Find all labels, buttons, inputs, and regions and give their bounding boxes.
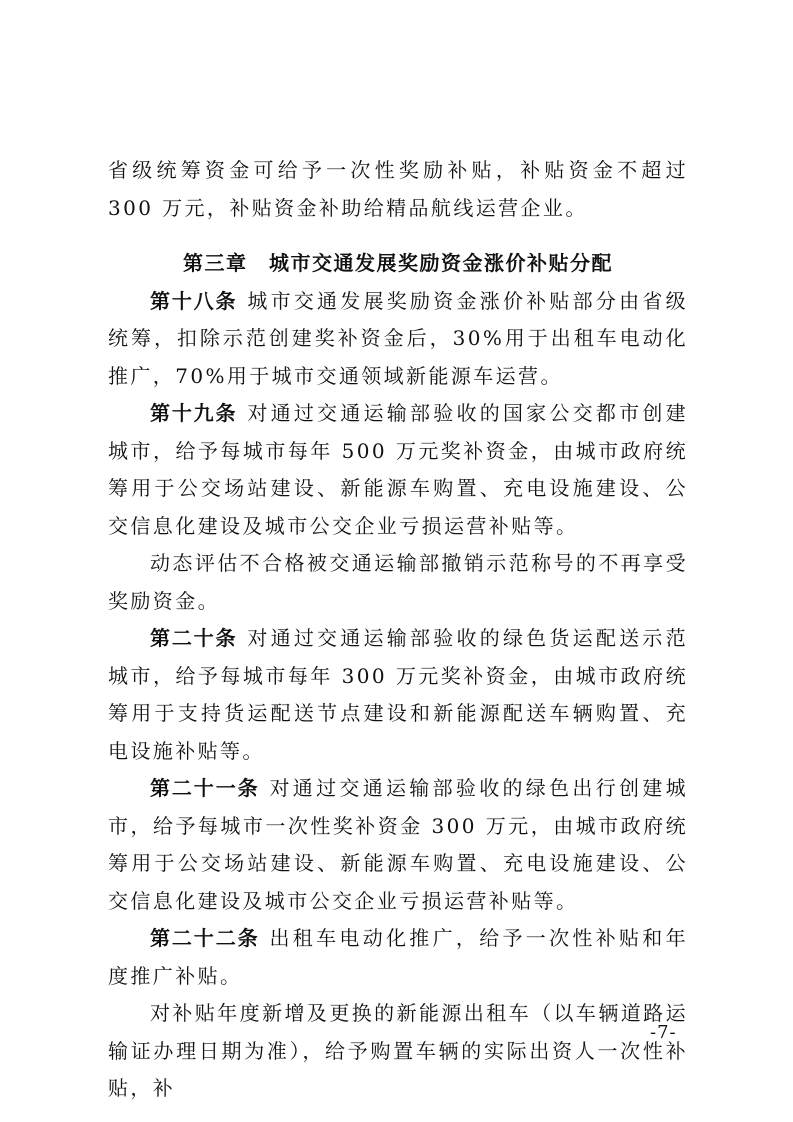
chapter-title: 第三章 城市交通发展奖励资金涨价补贴分配 [183,251,613,275]
article-20 [108,620,688,770]
page-content [108,152,688,1108]
article-label: 第十九条 [150,401,238,425]
article-19-paragraph-2: 动态评估不合格被交通运输部撤销示范称号的不再享受奖励资金。 [108,551,688,613]
article-label: 第二十条 [150,626,238,650]
article-22-paragraph-2: 对补贴年度新增及更换的新能源出租车（以车辆道路运输证办理日期为准），给予购置车辆的实际出资人一次性补贴，补 [108,1001,688,1100]
article-label: 第十八条 [150,288,238,313]
article-text: 对通过交通运输部验收的绿色货运配送示范城市，给予每城市每年 300 万元奖补资金，由城市政府统筹用于支持货运配送节点建设和新能源配送车辆购置、充电设施补贴等。 [108,626,688,763]
page-number: -7- [650,1022,677,1043]
article-text: 对通过交通运输部验收的国家公交都市创建城市，给予每城市每年 500 万元奖补资金，由城市政府统筹用于公交场站建设、新能源车购置、充电设施建设、公交信息化建设及城市公交企业亏损运营补贴等。 [108,401,688,538]
article-label: 第二十二条 [150,926,260,950]
article-22 [108,920,688,995]
article-21 [108,770,688,920]
article-label: 第二十一条 [150,776,260,800]
article-19 [108,395,688,545]
article-18 [108,283,688,396]
article-text: 对通过交通运输部验收的绿色出行创建城市，给予每城市一次性奖补资金 300 万元，由城市政府统筹用于公交场站建设、新能源车购置、充电设施建设、公交信息化建设及城市公交企业亏损运营补贴等。 [108,776,688,913]
article-text: 出租车电动化推广，给予一次性补贴和年度推广补贴。 [108,926,688,988]
article-text: 城市交通发展奖励资金涨价补贴部分由省级统筹，扣除示范创建奖补资金后，30%用于出租车电动化推广，70%用于城市交通领域新能源车运营。 [108,288,688,388]
continuation-paragraph: 省级统筹资金可给予一次性奖励补贴，补贴资金不超过 300 万元，补贴资金补助给精品航线运营企业。 [108,158,688,220]
